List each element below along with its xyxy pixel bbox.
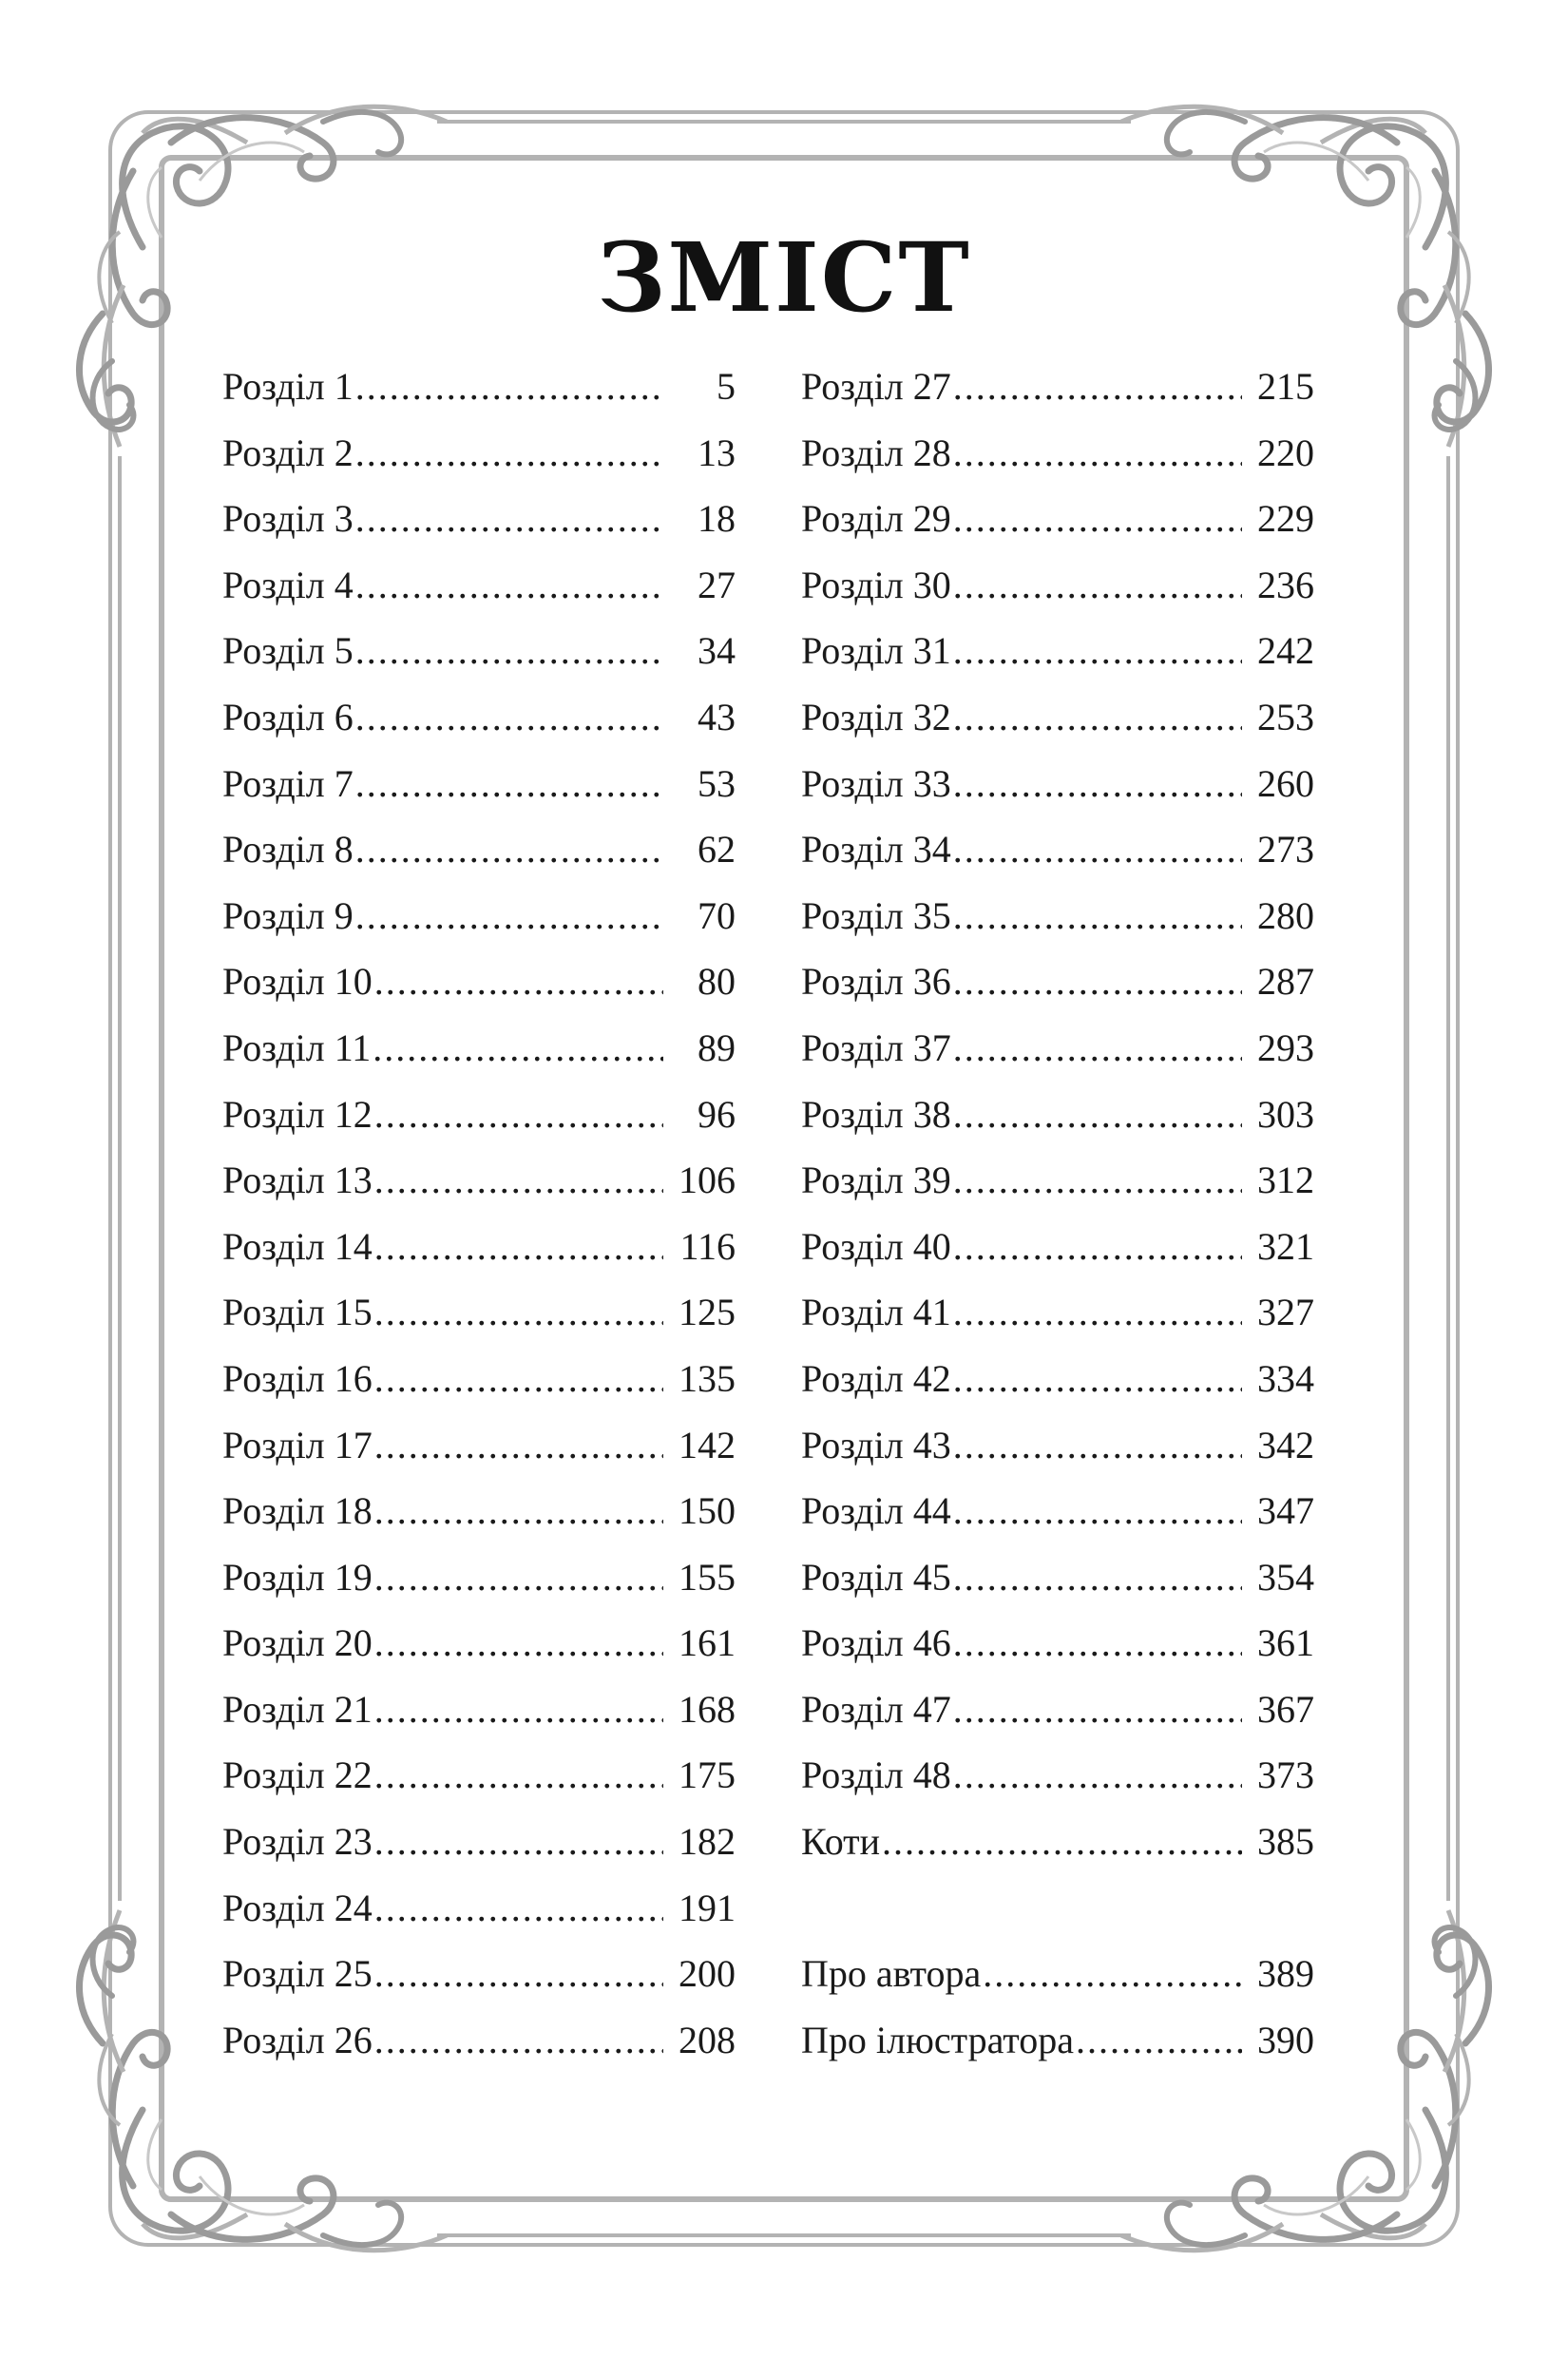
toc-entry[interactable] [801,486,1314,552]
toc-leader-dots [882,1809,1242,1875]
toc-entry-label: Розділ 9 [222,893,354,937]
toc-leader-dots [355,751,663,817]
toc-leader-dots [953,1214,1242,1280]
toc-entry-page: 142 [679,1423,736,1466]
toc-entry-page: 80 [698,960,736,1004]
toc-entry[interactable] [801,1082,1314,1148]
toc-leader-dots [953,1015,1242,1082]
toc-entry-label: Розділ 38 [801,1092,951,1136]
toc-leader-dots [953,1478,1242,1544]
toc-leader-dots [374,1742,663,1809]
toc-entry-page: 303 [1257,1092,1314,1136]
toc-entry-label: Розділ 45 [801,1555,951,1599]
toc-leader-dots [953,684,1242,751]
toc-entry-page: 200 [679,1952,736,1996]
toc-entry-page: 229 [1257,497,1314,541]
toc-leader-dots [374,1147,663,1214]
toc-leader-dots [374,1279,663,1346]
toc-entry-label: Розділ 43 [801,1423,951,1466]
toc-leader-dots [953,354,1242,420]
toc-leader-dots [374,1610,663,1677]
toc-leader-dots [953,1147,1242,1214]
toc-entry[interactable] [222,1742,736,1809]
toc-leader-dots [953,883,1242,949]
toc-entry[interactable] [222,1677,736,1743]
toc-entry-page: 18 [698,497,736,541]
toc-leader-dots [374,1478,663,1544]
toc-entry-page: 253 [1257,695,1314,738]
toc-entry[interactable] [801,1346,1314,1412]
toc-entry-page: 293 [1257,1025,1314,1069]
toc-entry-label: Розділ 32 [801,695,951,738]
toc-entry[interactable] [801,354,1314,420]
toc-leader-dots [374,1214,663,1280]
toc-entry-label: Розділ 35 [801,893,951,937]
toc-leader-dots [953,1677,1242,1743]
toc-entry-label: Розділ 4 [222,563,354,606]
toc-entry-label: Розділ 2 [222,431,354,474]
toc-entry-label: Розділ 33 [801,761,951,805]
toc-entry-page: 215 [1257,365,1314,408]
toc-entry[interactable] [222,1809,736,1875]
toc-leader-dots [355,883,663,949]
toc-right-column [801,354,1314,2073]
toc-entry[interactable] [801,1809,1314,1875]
toc-entry-label: Розділ 24 [222,1886,373,1929]
toc-entry-page: 89 [698,1025,736,1069]
toc-entry[interactable] [222,1941,736,2007]
toc-entry-label: Розділ 31 [801,629,951,673]
toc-left-column [222,354,736,2073]
toc-leader-dots [953,1412,1242,1479]
toc-entry-label: Розділ 15 [222,1291,373,1334]
toc-leader-dots [355,552,663,619]
toc-entry[interactable] [222,1875,736,1942]
toc-entry-page: 220 [1257,431,1314,474]
toc-entry-label: Розділ 48 [801,1753,951,1797]
toc-entry-label: Розділ 37 [801,1025,951,1069]
toc-leader-dots [953,420,1242,487]
toc-entry-label: Розділ 18 [222,1489,373,1533]
toc-entry-page: 96 [698,1092,736,1136]
toc-entry-label: Розділ 40 [801,1224,951,1268]
toc-entry-page: 5 [717,365,736,408]
toc-entry-label: Про ілюстратора [801,2018,1074,2061]
toc-leader-dots [374,949,663,1015]
toc-entry[interactable] [222,684,736,751]
toc-entry-label: Розділ 47 [801,1687,951,1731]
toc-leader-dots [953,552,1242,619]
toc-leader-dots [953,1346,1242,1412]
toc-entry[interactable] [801,1941,1314,2007]
toc-entry-label: Розділ 25 [222,1952,373,1996]
toc-leader-dots [953,1544,1242,1611]
toc-entry[interactable] [222,420,736,487]
toc-entry-label: Розділ 19 [222,1555,373,1599]
toc-entry-page: 373 [1257,1753,1314,1797]
toc-entry-label: Розділ 16 [222,1356,373,1400]
toc-leader-dots [374,2007,663,2074]
toc-entry[interactable] [801,552,1314,619]
toc-entry-page: 62 [698,828,736,872]
toc-entry-label: Розділ 10 [222,960,373,1004]
toc-entry-page: 106 [679,1159,736,1202]
toc-entry-page: 135 [679,1356,736,1400]
toc-entry[interactable] [801,420,1314,487]
toc-leader-dots [355,618,663,684]
toc-leader-dots [953,1082,1242,1148]
toc-entry[interactable] [222,751,736,817]
toc-entry-page: 208 [679,2018,736,2061]
toc-leader-dots [374,1412,663,1479]
toc-entry-label: Розділ 30 [801,563,951,606]
toc-entry[interactable] [222,552,736,619]
toc-entry-page: 321 [1257,1224,1314,1268]
toc-entry[interactable] [801,1677,1314,1743]
toc-entry-label: Розділ 7 [222,761,354,805]
toc-entry-page: 334 [1257,1356,1314,1400]
toc-entry-label: Розділ 13 [222,1159,373,1202]
toc-leader-dots [374,1082,663,1148]
toc-entry-label: Розділ 44 [801,1489,951,1533]
toc-entry-page: 347 [1257,1489,1314,1533]
toc-entry-page: 161 [679,1621,736,1665]
toc-leader-dots [374,1809,663,1875]
toc-entry-page: 280 [1257,893,1314,937]
toc-entry-label: Розділ 26 [222,2018,373,2061]
toc-entry[interactable] [222,1082,736,1148]
toc-entry[interactable] [222,2007,736,2074]
toc-entry-label: Розділ 39 [801,1159,951,1202]
toc-entry-label: Розділ 21 [222,1687,373,1731]
toc-entry[interactable] [222,1015,736,1082]
toc-leader-dots [953,1742,1242,1809]
toc-entry-label: Розділ 20 [222,1621,373,1665]
toc-entry-label: Розділ 23 [222,1820,373,1864]
toc-leader-dots [953,618,1242,684]
toc-entry[interactable] [801,1147,1314,1214]
toc-entry-label: Розділ 14 [222,1224,373,1268]
toc-leader-dots [953,949,1242,1015]
toc-entry-label: Розділ 6 [222,695,354,738]
page-title: ЗМІСТ [597,221,971,334]
toc-entry-page: 168 [679,1687,736,1731]
toc-entry-page: 43 [698,695,736,738]
toc-entry-page: 175 [679,1753,736,1797]
toc-entry[interactable] [801,949,1314,1015]
toc-entry-label: Розділ 17 [222,1423,373,1466]
toc-entry[interactable] [222,1412,736,1479]
toc-entry-label: Розділ 5 [222,629,354,673]
toc-entry[interactable] [801,1478,1314,1544]
toc-leader-dots [953,751,1242,817]
toc-leader-dots [355,816,663,883]
toc-entry-label: Розділ 22 [222,1753,373,1797]
toc-entry[interactable] [222,1214,736,1280]
toc-entry[interactable] [801,816,1314,883]
toc-entry-label: Розділ 36 [801,960,951,1004]
toc-entry-page: 155 [679,1555,736,1599]
toc-leader-dots [355,486,663,552]
toc-entry[interactable] [222,1147,736,1214]
toc-entry-page: 385 [1257,1820,1314,1864]
toc-entry[interactable] [222,1279,736,1346]
toc-leader-dots [355,684,663,751]
toc-entry[interactable] [222,486,736,552]
toc-entry-label: Розділ 34 [801,828,951,872]
toc-leader-dots [953,816,1242,883]
toc-entry-page: 150 [679,1489,736,1533]
toc-entry-label: Розділ 28 [801,431,951,474]
toc-entry-page: 70 [698,893,736,937]
toc-entry-page: 361 [1257,1621,1314,1665]
toc-entry-page: 182 [679,1820,736,1864]
toc-leader-dots [355,354,663,420]
toc-entry[interactable] [801,1742,1314,1809]
toc-entry-label: Розділ 1 [222,365,354,408]
toc-leader-dots [1076,2007,1242,2074]
toc-entry-page: 34 [698,629,736,673]
toc-leader-dots [374,1941,663,2007]
toc-entry[interactable] [222,354,736,420]
toc-entry-label: Про автора [801,1952,982,1996]
toc-entry[interactable] [801,2007,1314,2074]
toc-entry[interactable] [801,1214,1314,1280]
toc-entry-page: 191 [679,1886,736,1929]
toc-entry-page: 125 [679,1291,736,1334]
toc-entry[interactable] [801,684,1314,751]
toc-leader-dots [374,1677,663,1743]
toc-entry-page: 342 [1257,1423,1314,1466]
toc-entry[interactable] [222,1610,736,1677]
toc-entry[interactable] [222,883,736,949]
toc-entry[interactable] [222,1478,736,1544]
toc-leader-dots [953,1279,1242,1346]
toc-entry-page: 27 [698,563,736,606]
toc-entry-page: 389 [1257,1952,1314,1996]
toc-leader-dots [983,1941,1242,2007]
toc-entry[interactable] [222,1544,736,1611]
toc-entry[interactable] [801,618,1314,684]
toc-entry-page: 13 [698,431,736,474]
toc-leader-dots [373,1015,663,1082]
toc-entry[interactable] [801,1412,1314,1479]
toc-entry-page: 116 [679,1224,736,1268]
toc-entry[interactable] [801,751,1314,817]
toc-entry-label: Розділ 29 [801,497,951,541]
toc-leader-dots [374,1544,663,1611]
toc-entry-label: Розділ 46 [801,1621,951,1665]
toc-entry-page: 367 [1257,1687,1314,1731]
toc-entry-page: 273 [1257,828,1314,872]
toc-entry-page: 236 [1257,563,1314,606]
toc-entry[interactable] [801,1544,1314,1611]
toc-entry[interactable] [801,1610,1314,1677]
toc-entry[interactable] [222,618,736,684]
toc-entry[interactable] [801,883,1314,949]
toc-entry-page: 287 [1257,960,1314,1004]
toc-entry-page: 327 [1257,1291,1314,1334]
toc-entry-label: Розділ 8 [222,828,354,872]
toc-entry-label: Коти [801,1820,881,1864]
toc-leader-dots [953,486,1242,552]
toc-entry[interactable] [801,1279,1314,1346]
toc-entry[interactable] [222,816,736,883]
toc-entry-page: 354 [1257,1555,1314,1599]
toc-entry-page: 260 [1257,761,1314,805]
toc-entry-label: Розділ 3 [222,497,354,541]
toc-entry-label: Розділ 41 [801,1291,951,1334]
toc-entry-page: 390 [1257,2018,1314,2061]
toc-entry-label: Розділ 42 [801,1356,951,1400]
toc-entry-label: Розділ 12 [222,1092,373,1136]
toc-leader-dots [953,1610,1242,1677]
toc-entry-page: 53 [698,761,736,805]
toc-leader-dots [374,1875,663,1942]
toc-entry[interactable] [222,1346,736,1412]
toc-entry[interactable] [222,949,736,1015]
toc-leader-dots [355,420,663,487]
toc-entry-label: Розділ 11 [222,1025,372,1069]
toc-entry[interactable] [801,1015,1314,1082]
toc-entry-label: Розділ 27 [801,365,951,408]
toc-entry-page: 312 [1257,1159,1314,1202]
toc-leader-dots [374,1346,663,1412]
toc-entry-page: 242 [1257,629,1314,673]
